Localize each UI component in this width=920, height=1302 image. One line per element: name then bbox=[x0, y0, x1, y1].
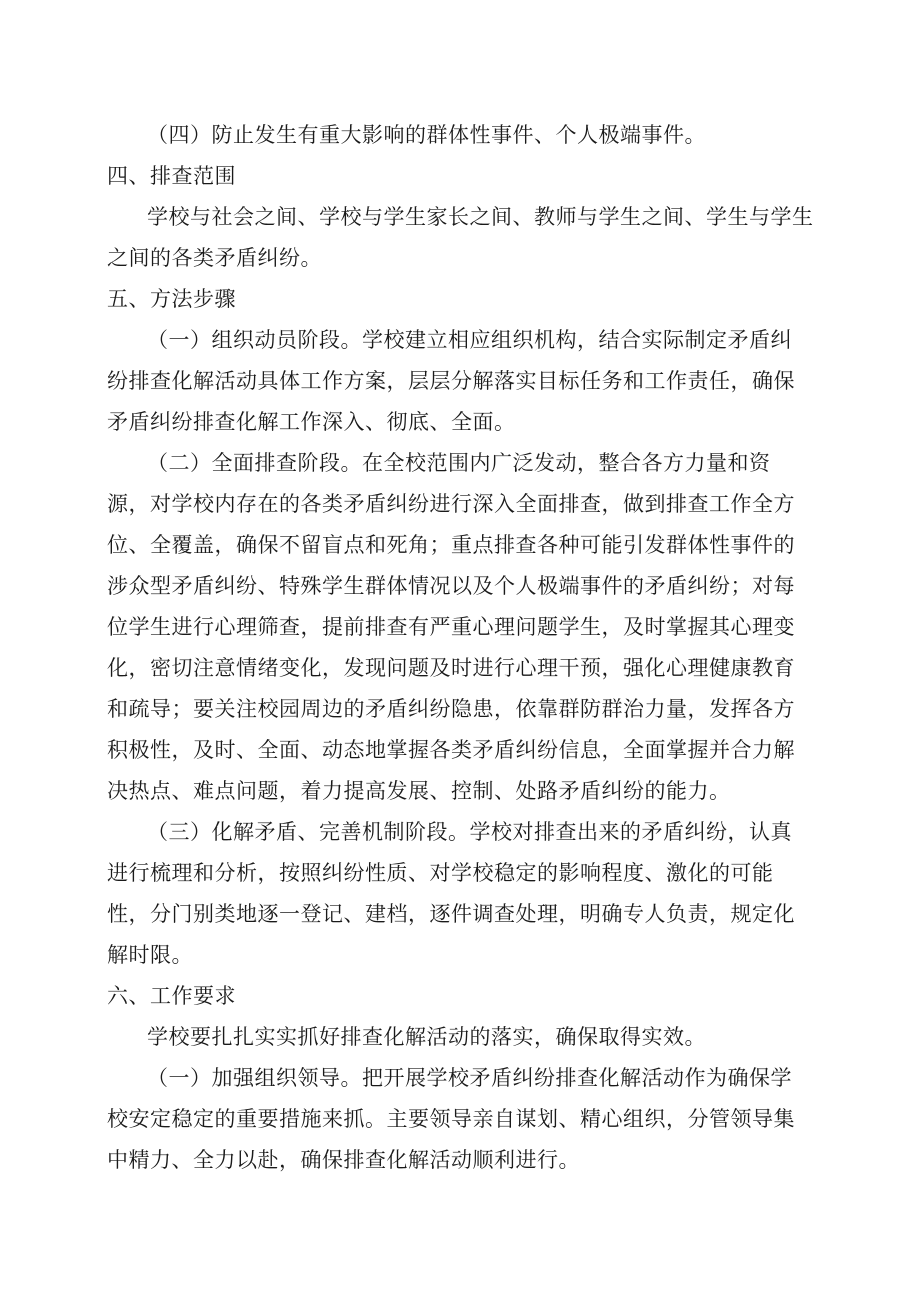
paragraph-line: 位、全覆盖，确保不留盲点和死角；重点排查各种可能引发群体性事件的 bbox=[107, 533, 795, 557]
paragraph-line: 矛盾纠纷排查化解工作深入、彻底、全面。 bbox=[107, 410, 516, 434]
paragraph-line: （一）加强组织领导。把开展学校矛盾纠纷排查化解活动作为确保学 bbox=[147, 1066, 792, 1090]
paragraph-line: 涉众型矛盾纠纷、特殊学生群体情况以及个人极端事件的矛盾纠纷；对每 bbox=[107, 574, 795, 598]
paragraph-line: 决热点、难点问题，着力提高发展、控制、处路矛盾纠纷的能力。 bbox=[107, 779, 731, 803]
paragraph-line: 性，分门别类地逐一登记、建档，逐件调查处理，明确专人负责，规定化 bbox=[107, 902, 795, 926]
paragraph-line: 化，密切注意情绪变化，发现问题及时进行心理干预，强化心理健康教育 bbox=[107, 656, 795, 680]
paragraph-line: 积极性，及时、全面、动态地掌握各类矛盾纠纷信息，全面掌握并合力解 bbox=[107, 738, 795, 762]
section-heading: 四、排查范围 bbox=[107, 164, 236, 188]
paragraph-line: （二）全面排查阶段。在全校范围内广泛发动，整合各方力量和资 bbox=[147, 451, 771, 475]
paragraph-line: 学校与社会之间、学校与学生家长之间、教师与学生之间、学生与学生 bbox=[147, 205, 814, 229]
section-heading: 六、工作要求 bbox=[107, 984, 236, 1008]
paragraph-line: 纷排查化解活动具体工作方案，层层分解落实目标任务和工作责任，确保 bbox=[107, 369, 795, 393]
paragraph-line: 校安定稳定的重要措施来抓。主要领导亲自谋划、精心组织，分管领导集 bbox=[107, 1107, 795, 1131]
paragraph-line: 位学生进行心理筛查，提前排查有严重心理问题学生，及时掌握其心理变 bbox=[107, 615, 795, 639]
paragraph-line: 解时限。 bbox=[107, 943, 193, 967]
paragraph-line: （四）防止发生有重大影响的群体性事件、个人极端事件。 bbox=[147, 123, 706, 147]
paragraph-line: （三）化解矛盾、完善机制阶段。学校对排查出来的矛盾纠纷，认真 bbox=[147, 820, 792, 844]
paragraph-line: 中精力、全力以赴，确保排查化解活动顺利进行。 bbox=[107, 1148, 580, 1172]
section-heading: 五、方法步骤 bbox=[107, 287, 236, 311]
paragraph-line: 之间的各类矛盾纠纷。 bbox=[107, 246, 322, 270]
paragraph-line: （一）组织动员阶段。学校建立相应组织机构，结合实际制定矛盾纠 bbox=[147, 328, 792, 352]
paragraph-line: 学校要扎扎实实抓好排查化解活动的落实，确保取得实效。 bbox=[147, 1025, 706, 1049]
paragraph-line: 源，对学校内存在的各类矛盾纠纷进行深入全面排查，做到排查工作全方 bbox=[107, 492, 795, 516]
paragraph-line: 和疏导；要关注校园周边的矛盾纠纷隐患，依靠群防群治力量，发挥各方 bbox=[107, 697, 795, 721]
paragraph-line: 进行梳理和分析，按照纠纷性质、对学校稳定的影响程度、激化的可能 bbox=[107, 861, 774, 885]
